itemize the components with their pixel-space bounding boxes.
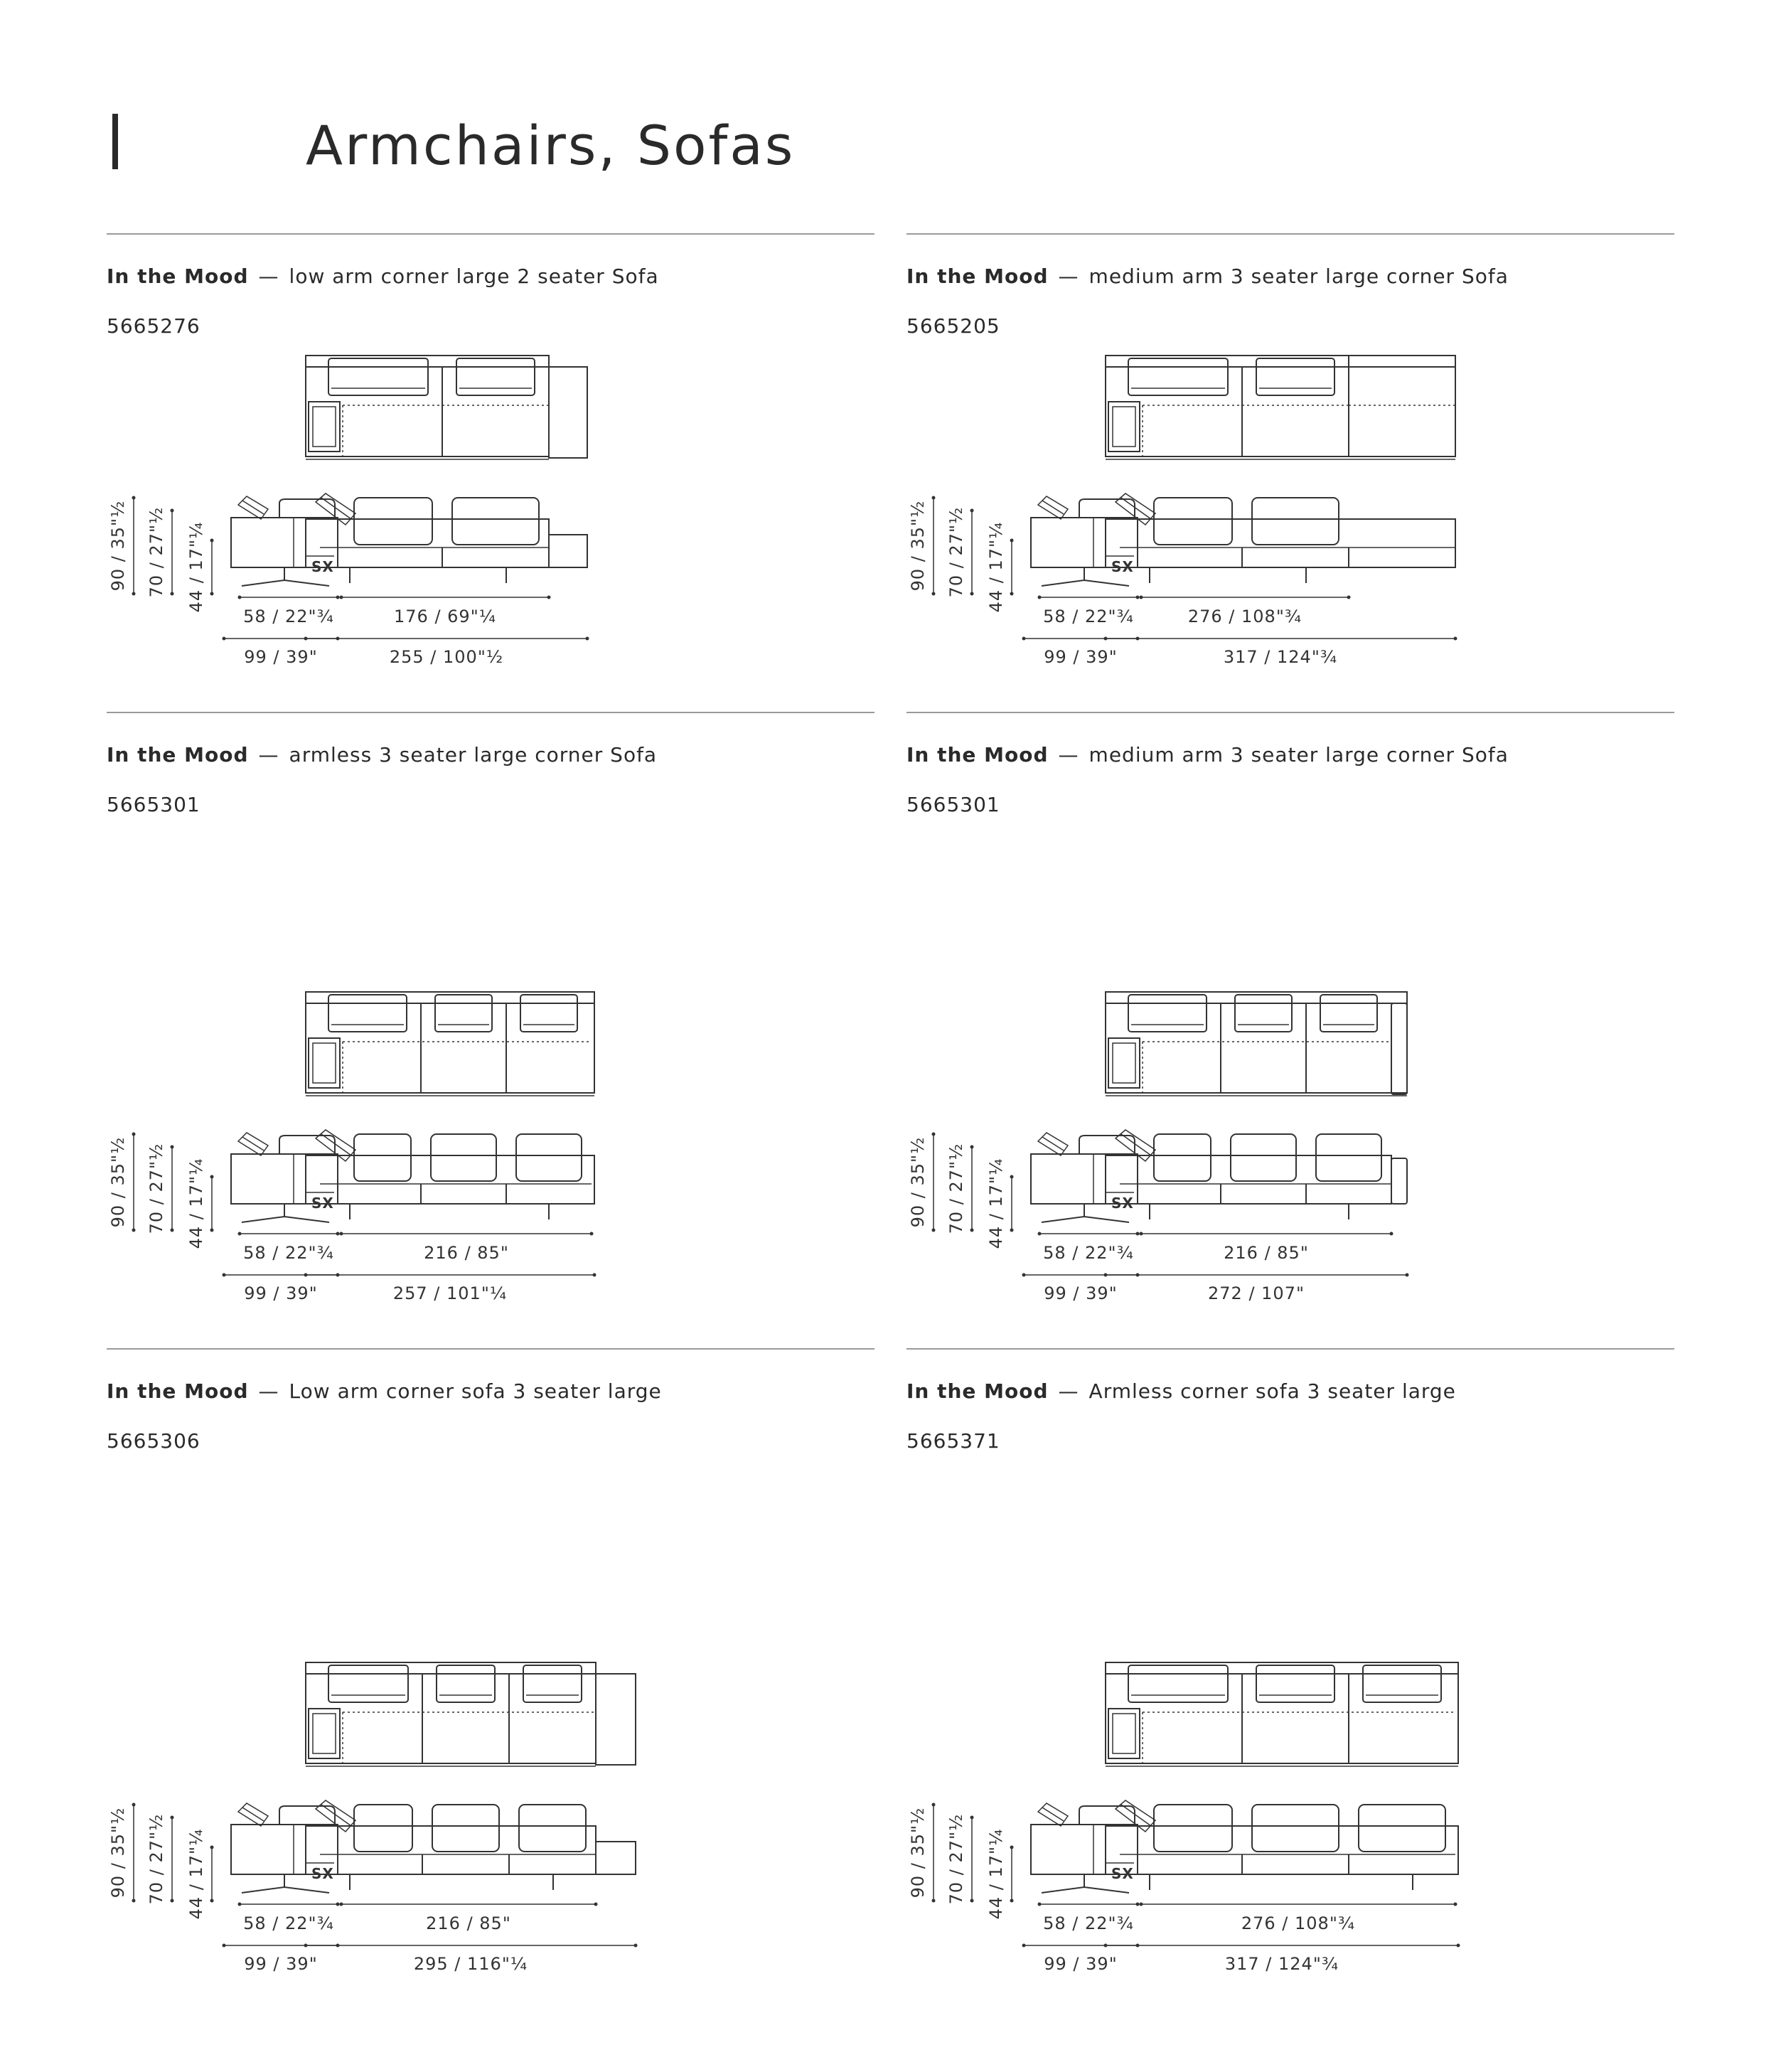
plan-right-arm [1391, 1003, 1407, 1094]
product-code: 5665301 [107, 793, 200, 816]
dimension-end [238, 1903, 242, 1906]
headrest-detail [242, 1137, 264, 1150]
height-label: 70 / 27"½ [146, 1143, 166, 1234]
plan-back-cushion [1235, 995, 1292, 1032]
height-label: 70 / 27"½ [946, 506, 966, 598]
dimension-end [970, 1899, 974, 1903]
plan-backrest [1106, 356, 1455, 367]
dimension-label: 58 / 22"¾ [1043, 1913, 1134, 1933]
plan-back-cushion [1128, 995, 1207, 1032]
dimension-end [1010, 539, 1014, 543]
dimension-end [1140, 1903, 1143, 1906]
height-label: 90 / 35"½ [108, 500, 128, 592]
dimension-end [1010, 1899, 1014, 1903]
dimension-end [970, 592, 974, 596]
swivel-base [242, 1887, 329, 1893]
dimension-end [340, 596, 343, 599]
dimension-end [1022, 1273, 1026, 1277]
dimension-end [1347, 596, 1351, 599]
plan-back-cushion [1320, 995, 1377, 1032]
product-entry [906, 1379, 1674, 2019]
dimension-end [970, 1146, 974, 1149]
dimension-end [594, 1903, 598, 1906]
dimension-label: 272 / 107" [1208, 1283, 1305, 1303]
side-tag: SX [311, 1195, 334, 1212]
dimension-end [132, 1899, 136, 1903]
dimension-end [336, 596, 340, 599]
product-entry [906, 743, 1674, 1340]
front-base [306, 1826, 596, 1874]
dimension-end [1136, 1232, 1140, 1236]
dimension-end [1136, 596, 1140, 599]
dimension-end [336, 1232, 340, 1236]
dimension-label: 58 / 22"¾ [243, 1913, 334, 1933]
dimension-end [1454, 1903, 1457, 1906]
dimension-label: 276 / 108"¾ [1241, 1913, 1356, 1933]
front-back-cushion [1154, 498, 1232, 545]
dimension-end [634, 1944, 638, 1948]
dimension-end [1406, 1273, 1409, 1277]
dimension-end [1022, 1944, 1026, 1948]
dimension-end [210, 592, 214, 596]
product-brand: In the Mood [107, 1379, 249, 1403]
title-dash: — [258, 265, 279, 288]
dimension-label: 317 / 124"¾ [1223, 647, 1338, 667]
dimension-end [171, 1816, 174, 1820]
front-back-cushion [1359, 1805, 1445, 1852]
dimension-end [932, 496, 936, 500]
plan-back-cushion [456, 358, 535, 395]
technical-drawing [107, 985, 874, 1326]
height-label: 90 / 35"½ [908, 1136, 928, 1228]
product-brand: In the Mood [906, 743, 1049, 767]
title-dash: — [258, 1379, 279, 1403]
swivel-base [1042, 1217, 1129, 1222]
dimension-label: 216 / 85" [426, 1913, 511, 1933]
plan-seat-frame [1106, 1003, 1407, 1093]
headrest-detail [1042, 501, 1064, 514]
front-back-cushion [354, 1805, 412, 1852]
dimension-end [304, 1944, 308, 1948]
dimension-label: 255 / 100"½ [389, 647, 504, 667]
headrest-detail [242, 501, 264, 514]
technical-drawing [906, 1655, 1674, 1997]
plan-backrest [1106, 992, 1407, 1003]
title-dash: — [258, 743, 279, 767]
dimension-end [932, 1803, 936, 1807]
product-code: 5665306 [107, 1429, 200, 1453]
product-entry [107, 1379, 874, 2019]
dimension-end [593, 1273, 597, 1277]
section-divider [107, 233, 874, 235]
product-entry [107, 743, 874, 1340]
front-base [1106, 1826, 1458, 1874]
dimension-end [304, 1273, 308, 1277]
dimension-end [970, 1816, 974, 1820]
plan-seat-frame [1106, 1674, 1458, 1763]
plan-back-cushion [1128, 358, 1228, 395]
dimension-end [970, 509, 974, 513]
plan-headrest-inner [1113, 407, 1135, 447]
section-divider [906, 1348, 1674, 1350]
dimension-end [340, 1232, 343, 1236]
dimension-end [1022, 637, 1026, 641]
dimension-label: 99 / 39" [1044, 647, 1118, 667]
plan-backrest [306, 1662, 596, 1674]
dimension-end [171, 592, 174, 596]
plan-headrest-inner [313, 1714, 336, 1753]
product-description: Armless corner sofa 3 seater large [1088, 1379, 1456, 1403]
technical-drawing [906, 985, 1674, 1326]
dimension-end [223, 1944, 226, 1948]
product-description: low arm corner large 2 seater Sofa [289, 265, 659, 288]
front-back-cushion [1154, 1134, 1211, 1181]
dimension-end [1140, 596, 1143, 599]
side-tag: SX [1111, 558, 1134, 575]
dimension-end [547, 596, 551, 599]
front-back-cushion [1316, 1134, 1381, 1181]
dimension-end [932, 592, 936, 596]
front-back-cushion [1231, 1134, 1296, 1181]
height-label: 90 / 35"½ [908, 500, 928, 592]
product-entry [107, 265, 874, 691]
dimension-label: 176 / 69"¼ [394, 607, 496, 626]
dimension-end [223, 637, 226, 641]
front-base [1106, 1155, 1391, 1204]
dimension-end [171, 509, 174, 513]
dimension-end [210, 1846, 214, 1849]
product-code: 5665371 [906, 1429, 1000, 1453]
dimension-end [1010, 1846, 1014, 1849]
height-label: 44 / 17"¼ [186, 521, 206, 613]
dimension-label: 99 / 39" [244, 1283, 318, 1303]
side-tag: SX [1111, 1195, 1134, 1212]
swivel-base [242, 1217, 329, 1222]
plan-back-cushion [435, 995, 492, 1032]
front-base [1106, 519, 1455, 567]
product-description: medium arm 3 seater large corner Sofa [1088, 743, 1509, 767]
plan-seat-frame [306, 1003, 594, 1093]
plan-headrest-inner [1113, 1714, 1135, 1753]
dimension-end [171, 1899, 174, 1903]
dimension-end [1010, 1175, 1014, 1179]
product-brand: In the Mood [107, 265, 249, 288]
side-tag: SX [311, 558, 334, 575]
page-title: Armchairs, Sofas [306, 114, 796, 177]
plan-back-cushion [1363, 1665, 1441, 1702]
height-label: 70 / 27"½ [146, 1813, 166, 1905]
dimension-label: 58 / 22"¾ [1043, 1243, 1134, 1263]
plan-seat-frame [306, 1674, 596, 1763]
dimension-end [132, 592, 136, 596]
dimension-end [1390, 1232, 1393, 1236]
dimension-label: 58 / 22"¾ [1043, 607, 1134, 626]
dimension-end [336, 1903, 340, 1906]
dimension-label: 216 / 85" [424, 1243, 509, 1263]
plan-back-cushion [523, 1665, 582, 1702]
height-label: 70 / 27"½ [146, 506, 166, 598]
technical-drawing [107, 1655, 874, 1997]
dimension-end [132, 1133, 136, 1136]
front-low-arm [596, 1842, 636, 1874]
dimension-end [1010, 1229, 1014, 1232]
dimension-end [590, 1232, 594, 1236]
title-dash: — [1058, 1379, 1079, 1403]
front-back-cushion [516, 1134, 582, 1181]
dimension-end [132, 496, 136, 500]
dimension-end [932, 1899, 936, 1903]
front-back-cushion [519, 1805, 586, 1852]
plan-back-cushion [520, 995, 577, 1032]
plan-headrest-inner [313, 1043, 336, 1083]
dimension-end [1454, 637, 1457, 641]
dimension-end [1457, 1944, 1460, 1948]
dimension-label: 295 / 116"¼ [413, 1954, 528, 1974]
front-back-cushion [452, 498, 539, 545]
dimension-end [132, 1229, 136, 1232]
plan-back-cushion [1128, 1665, 1228, 1702]
section-divider [906, 712, 1674, 713]
title-dash: — [1058, 265, 1079, 288]
dimension-end [1010, 592, 1014, 596]
plan-back-cushion [437, 1665, 495, 1702]
product-title [906, 1379, 1456, 1403]
dimension-end [1104, 1273, 1108, 1277]
height-label: 90 / 35"½ [908, 1807, 928, 1899]
height-label: 44 / 17"¼ [186, 1828, 206, 1920]
product-description: Low arm corner sofa 3 seater large [289, 1379, 662, 1403]
dimension-end [1104, 1944, 1108, 1948]
plan-low-arm [549, 367, 587, 458]
front-low-arm [549, 535, 587, 567]
section-divider [107, 1348, 874, 1350]
plan-backrest [1106, 1662, 1458, 1674]
headrest-detail [1042, 1807, 1064, 1821]
plan-back-cushion [328, 1665, 408, 1702]
product-code: 5665301 [906, 793, 1000, 816]
chapter-marker [112, 114, 118, 169]
swivel-base [242, 580, 329, 586]
section-divider [906, 233, 1674, 235]
product-brand: In the Mood [906, 265, 1049, 288]
plan-back-cushion [1256, 358, 1334, 395]
dimension-end [304, 637, 308, 641]
dimension-end [223, 1273, 226, 1277]
dimension-end [238, 1232, 242, 1236]
height-label: 90 / 35"½ [108, 1807, 128, 1899]
dimension-end [340, 1903, 343, 1906]
headrest-detail [242, 1807, 264, 1821]
dimension-end [210, 1899, 214, 1903]
dimension-label: 276 / 108"¾ [1187, 607, 1302, 626]
dimension-end [1038, 1903, 1042, 1906]
technical-drawing [107, 348, 874, 690]
front-base [306, 1155, 594, 1204]
product-code: 5665276 [107, 314, 200, 338]
height-label: 70 / 27"½ [946, 1143, 966, 1234]
dimension-label: 99 / 39" [1044, 1954, 1118, 1974]
dimension-label: 99 / 39" [1044, 1283, 1118, 1303]
product-description: armless 3 seater large corner Sofa [289, 743, 658, 767]
front-back-cushion [1154, 1805, 1232, 1852]
plan-back-cushion [1256, 1665, 1334, 1702]
dimension-end [238, 596, 242, 599]
plan-low-arm [596, 1674, 636, 1765]
front-base [306, 519, 549, 567]
front-back-cushion [1252, 498, 1339, 545]
product-description: medium arm 3 seater large corner Sofa [1088, 265, 1509, 288]
product-title [906, 265, 1509, 288]
plan-headrest-inner [1113, 1043, 1135, 1083]
title-dash: — [1058, 743, 1079, 767]
dimension-label: 58 / 22"¾ [243, 607, 334, 626]
technical-drawing [906, 348, 1674, 690]
dimension-end [932, 1133, 936, 1136]
dimension-end [1038, 596, 1042, 599]
dimension-end [1140, 1232, 1143, 1236]
side-tag: SX [1111, 1865, 1134, 1882]
product-title [107, 743, 657, 767]
dimension-label: 99 / 39" [244, 1954, 318, 1974]
product-brand: In the Mood [107, 743, 249, 767]
swivel-base [1042, 1887, 1129, 1893]
product-entry [906, 265, 1674, 691]
front-back-cushion [354, 498, 432, 545]
front-back-cushion [354, 1134, 411, 1181]
plan-seat-frame [1106, 367, 1455, 456]
section-divider [107, 712, 874, 713]
product-brand: In the Mood [906, 1379, 1049, 1403]
height-label: 44 / 17"¼ [986, 1828, 1006, 1920]
plan-backrest [306, 992, 594, 1003]
height-label: 44 / 17"¼ [986, 1158, 1006, 1249]
dimension-end [171, 1229, 174, 1232]
plan-back-cushion [328, 358, 428, 395]
height-label: 44 / 17"¼ [186, 1158, 206, 1249]
dimension-end [1104, 637, 1108, 641]
plan-headrest-inner [313, 407, 336, 447]
dimension-end [210, 539, 214, 543]
dimension-end [586, 637, 589, 641]
dimension-end [970, 1229, 974, 1232]
side-tag: SX [311, 1865, 334, 1882]
product-title [906, 743, 1509, 767]
plan-back-cushion [328, 995, 407, 1032]
dimension-label: 58 / 22"¾ [243, 1243, 334, 1263]
height-label: 44 / 17"¼ [986, 521, 1006, 613]
dimension-label: 257 / 101"¼ [392, 1283, 508, 1303]
product-title [107, 1379, 662, 1403]
product-code: 5665205 [906, 314, 1000, 338]
dimension-end [1136, 1903, 1140, 1906]
dimension-label: 99 / 39" [244, 647, 318, 667]
front-back-cushion [431, 1134, 496, 1181]
dimension-end [210, 1175, 214, 1179]
height-label: 70 / 27"½ [946, 1813, 966, 1905]
headrest-detail [1042, 1137, 1064, 1150]
dimension-label: 216 / 85" [1224, 1243, 1309, 1263]
dimension-end [171, 1146, 174, 1149]
front-back-cushion [1252, 1805, 1339, 1852]
dimension-label: 317 / 124"¾ [1224, 1954, 1339, 1974]
dimension-end [1038, 1232, 1042, 1236]
dimension-end [132, 1803, 136, 1807]
product-title [107, 265, 659, 288]
swivel-base [1042, 580, 1129, 586]
dimension-end [932, 1229, 936, 1232]
front-right-arm [1391, 1158, 1407, 1204]
dimension-end [210, 1229, 214, 1232]
front-back-cushion [432, 1805, 499, 1852]
height-label: 90 / 35"½ [108, 1136, 128, 1228]
